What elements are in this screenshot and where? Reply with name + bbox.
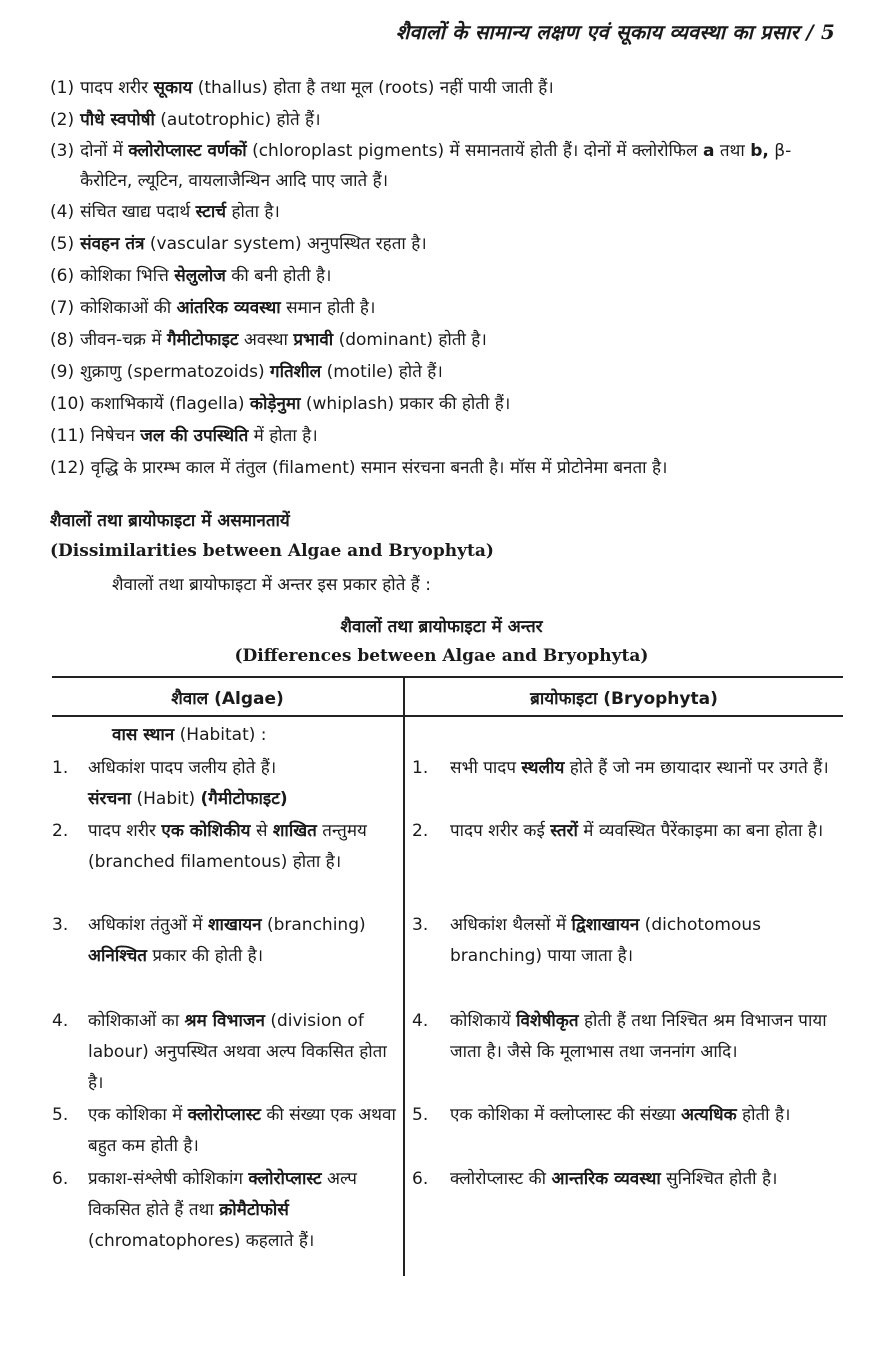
text-segment: (thallus) होता है तथा मूल (roots) नहीं पायी जाती हैं।: [192, 78, 554, 98]
habit-label-gametophyte: (गैमीटोफाइट): [200, 789, 288, 809]
bold-term: शाखित: [272, 821, 317, 841]
text-segment: पादप शरीर कई: [450, 821, 551, 841]
bold-term: अनिश्चित: [88, 946, 147, 966]
table-row-6-right: [412, 1164, 836, 1195]
bold-term: सेलुलोज: [174, 266, 226, 286]
item-text: [80, 136, 843, 196]
list-item: [50, 356, 843, 388]
row-number: 1.: [52, 758, 69, 778]
list-item: [50, 292, 843, 324]
cell-text: [450, 1006, 836, 1068]
habit-label-mid: (Habit): [131, 789, 201, 809]
habitat-label-rest: (Habitat) :: [174, 725, 267, 745]
item-number: (4): [50, 202, 75, 222]
bold-term: a: [702, 141, 715, 161]
bold-term: प्रभावी: [293, 330, 334, 350]
cell-text: [450, 1164, 836, 1195]
text-segment: निषेचन: [90, 426, 141, 446]
list-item: [50, 72, 843, 104]
table-row-2-right: [412, 816, 836, 847]
table-top-rule: [52, 676, 843, 678]
item-number: (5): [50, 234, 75, 254]
text-segment: सुनिश्चित होती है।: [660, 1169, 778, 1189]
row-number: 3.: [412, 915, 429, 935]
column-header-bryophyta: ब्रायोफाइटा (Bryophyta): [530, 689, 718, 709]
cell-text: [450, 753, 836, 784]
text-segment: (branching): [261, 915, 366, 935]
bold-term: क्रोमैटोफोर्स: [219, 1200, 289, 1220]
list-item: [50, 324, 843, 356]
text-segment: तथा: [714, 141, 751, 161]
text-segment: जीवन-चक्र में: [80, 330, 167, 350]
section-heading-english: (Dissimilarities between Algae and Bryophyta): [50, 541, 494, 561]
text-segment: क्लोरोप्लास्ट की: [450, 1169, 552, 1189]
item-text: [80, 104, 843, 136]
bold-term: क्लोरोप्लास्ट वर्णकों: [128, 141, 247, 161]
text-segment: (whiplash) प्रकार की होती हैं।: [300, 394, 511, 414]
cell-text: [450, 816, 836, 847]
text-segment: प्रकार की होती है।: [146, 946, 264, 966]
cell-text: [450, 910, 836, 972]
text-segment: अवस्था: [238, 330, 294, 350]
cell-text: [88, 1164, 397, 1257]
row-number: 5.: [412, 1105, 429, 1125]
bold-term: सूकाय: [153, 78, 193, 98]
row-number: 2.: [52, 821, 69, 841]
table-row-4-left: [52, 1006, 397, 1099]
text-segment: होता है।: [226, 202, 280, 222]
text-segment: दोनों में: [80, 141, 129, 161]
item-text: [80, 292, 843, 324]
bold-term: जल की उपस्थिति: [140, 426, 249, 446]
item-number: (2): [50, 110, 75, 130]
text-segment: वृद्धि के प्रारम्भ काल में तंतुल (filament) समान संरचना बनती है। मॉस में प्रोटोनेमा बनता है।: [90, 458, 668, 478]
text-segment: (chloroplast pigments) में समानतायें होती हैं। दोनों में क्लोरोफिल: [246, 141, 703, 161]
text-segment: प्रकाश-संश्लेषी कोशिकांग: [88, 1169, 249, 1189]
text-segment: एक कोशिका में क्लोप्लास्ट की संख्या: [450, 1105, 681, 1125]
bold-term: अत्यधिक: [680, 1105, 737, 1125]
item-text: [80, 260, 843, 292]
text-segment: अधिकांश तंतुओं में: [88, 915, 208, 935]
text-segment: होती हैं तथा निश्चित श्रम विभाजन पाया जाता है। जैसे कि मूलाभास तथा जननांग आदि।: [450, 1011, 827, 1062]
row-number: 4.: [52, 1011, 69, 1031]
list-item: [50, 452, 843, 484]
bold-term: श्रम विभाजन: [184, 1011, 265, 1031]
list-item: [50, 136, 843, 196]
habitat-label-bold: वास स्थान: [112, 725, 175, 745]
bold-term: शाखायन: [208, 915, 262, 935]
bold-term: गैमीटोफाइट: [166, 330, 239, 350]
cell-text: [88, 910, 397, 972]
table-row-5-left: [52, 1100, 397, 1162]
text-segment: होते हैं जो नम छायादार स्थानों पर उगते हैं।: [564, 758, 829, 778]
text-segment: अधिकांश थैलसों में: [450, 915, 572, 935]
bold-term: स्तरों: [550, 821, 578, 841]
item-text: [80, 228, 843, 260]
comparison-table: [52, 676, 843, 1276]
text-segment: (division of labour) अनुपस्थित अथवा अल्प विकसित होता है।: [88, 1011, 387, 1093]
text-segment: की संख्या एक अथवा बहुत कम होती है।: [88, 1105, 396, 1156]
bold-term: विशेषीकृत: [516, 1011, 579, 1031]
text-segment: (dominant) होती है।: [333, 330, 487, 350]
habitat-label: [112, 720, 392, 751]
table-row-1-left: [52, 753, 397, 815]
text-segment: तन्तुमय (branched filamentous) होता है।: [88, 821, 367, 872]
bold-term: संवहन तंत्र: [80, 234, 145, 254]
row-number: 6.: [412, 1169, 429, 1189]
column-header-algae: शैवाल (Algae): [171, 689, 284, 709]
text-segment: होती है।: [736, 1105, 791, 1125]
item-text: [91, 452, 843, 484]
bold-term: क्लोरोप्लास्ट: [248, 1169, 322, 1189]
text-segment: (motile) होते हैं।: [321, 362, 443, 382]
item-number: (1): [50, 78, 75, 98]
text-segment: अल्प विकसित होते हैं तथा: [88, 1169, 357, 1220]
item-text: [80, 324, 843, 356]
list-item: [50, 388, 843, 420]
table-row-4-right: [412, 1006, 836, 1068]
item-number: (11): [50, 426, 85, 446]
item-number: (9): [50, 362, 75, 382]
habit-label-bold: संरचना: [88, 789, 132, 809]
bold-term: एक कोशिकीय: [161, 821, 251, 841]
list-item: [50, 228, 843, 260]
table-row-1-right: [412, 753, 836, 784]
item-number: (12): [50, 458, 85, 478]
item-number: (10): [50, 394, 85, 414]
text-segment: (dichotomous branching) पाया जाता है।: [450, 915, 762, 966]
table-title-english: (Differences between Algae and Bryophyta): [234, 646, 649, 666]
list-item: [50, 260, 843, 292]
bold-term: स्टार्च: [195, 202, 227, 222]
text-segment: कोशिकाओं का: [88, 1011, 185, 1031]
bold-term: आन्तरिक व्यवस्था: [551, 1169, 661, 1189]
section-heading-hindi: शैवालों तथा ब्रायोफाइटा में असमानतायें: [50, 511, 290, 531]
habit-label: [88, 784, 397, 815]
row-number: 3.: [52, 915, 69, 935]
text-segment: (vascular system) अनुपस्थित रहता है।: [144, 234, 427, 254]
cell-text: [450, 1100, 836, 1131]
text-segment: से: [250, 821, 273, 841]
cell-text: [88, 816, 397, 878]
page-header: शैवालों के सामान्य लक्षण एवं सूकाय व्यवस्था का प्रसार / 5: [395, 20, 835, 44]
list-item: [50, 420, 843, 452]
table-row-2-left: [52, 816, 397, 878]
similarities-list: [50, 72, 843, 484]
table-column-divider: [403, 676, 405, 1276]
bold-term: क्लोरोप्लास्ट: [187, 1105, 261, 1125]
cell-text: [88, 1006, 397, 1099]
bold-term: गतिशील: [270, 362, 322, 382]
bold-term: b,: [750, 141, 769, 161]
row-number: 2.: [412, 821, 429, 841]
text-segment: संचित खाद्य पदार्थ: [80, 202, 196, 222]
item-text: [80, 196, 843, 228]
text-segment: में व्यवस्थित पैरेंकाइमा का बना होता है।: [577, 821, 824, 841]
bold-term: कोड़ेनुमा: [249, 394, 301, 414]
text-segment: कोशिका भित्ति: [80, 266, 175, 286]
row-number: 6.: [52, 1169, 69, 1189]
table-row-6-left: [52, 1164, 397, 1257]
item-text: [91, 388, 843, 420]
item-number: (8): [50, 330, 75, 350]
text-segment: कोशिकायें: [450, 1011, 517, 1031]
text-segment: में होता है।: [248, 426, 318, 446]
text-segment: (autotrophic) होते हैं।: [154, 110, 321, 130]
bold-term: आंतरिक व्यवस्था: [176, 298, 281, 318]
text-segment: कोशिकाओं की: [80, 298, 177, 318]
table-row-5-right: [412, 1100, 836, 1131]
cell-text: [88, 753, 397, 784]
text-segment: पादप शरीर: [80, 78, 154, 98]
item-text: [91, 420, 843, 452]
bold-term: स्थलीय: [521, 758, 565, 778]
list-item: [50, 104, 843, 136]
text-segment: पादप शरीर: [88, 821, 162, 841]
item-number: (3): [50, 141, 75, 161]
item-number: (6): [50, 266, 75, 286]
item-text: [80, 356, 843, 388]
row-number: 4.: [412, 1011, 429, 1031]
bold-term: द्विशाखायन: [571, 915, 640, 935]
row-number: 5.: [52, 1105, 69, 1125]
cell-text: [88, 1100, 397, 1162]
table-header-rule: [52, 715, 843, 717]
text-segment: एक कोशिका में: [88, 1105, 188, 1125]
text-segment: कशाभिकायें (flagella): [90, 394, 250, 414]
bold-term: पौधे स्वपोषी: [80, 110, 155, 130]
text-segment: β-कैरोटिन, ल्यूटिन, वायलाजैन्थिन आदि पाए जाते हैं।: [80, 141, 792, 191]
text-segment: समान होती है।: [280, 298, 376, 318]
table-row-3-right: [412, 910, 836, 972]
text-segment: सभी पादप: [450, 758, 522, 778]
row-number: 1.: [412, 758, 429, 778]
text-segment: शुक्राणु (spermatozoids): [80, 362, 271, 382]
table-row-3-left: [52, 910, 397, 972]
item-number: (7): [50, 298, 75, 318]
text-segment: की बनी होती है।: [225, 266, 332, 286]
section-intro: शैवालों तथा ब्रायोफाइटा में अन्तर इस प्रकार होते हैं :: [112, 575, 431, 595]
item-text: [80, 72, 843, 104]
list-item: [50, 196, 843, 228]
table-title-hindi: शैवालों तथा ब्रायोफाइटा में अन्तर: [340, 617, 543, 637]
text-segment: अधिकांश पादप जलीय होते हैं।: [88, 758, 277, 778]
text-segment: (chromatophores) कहलाते हैं।: [88, 1231, 315, 1251]
